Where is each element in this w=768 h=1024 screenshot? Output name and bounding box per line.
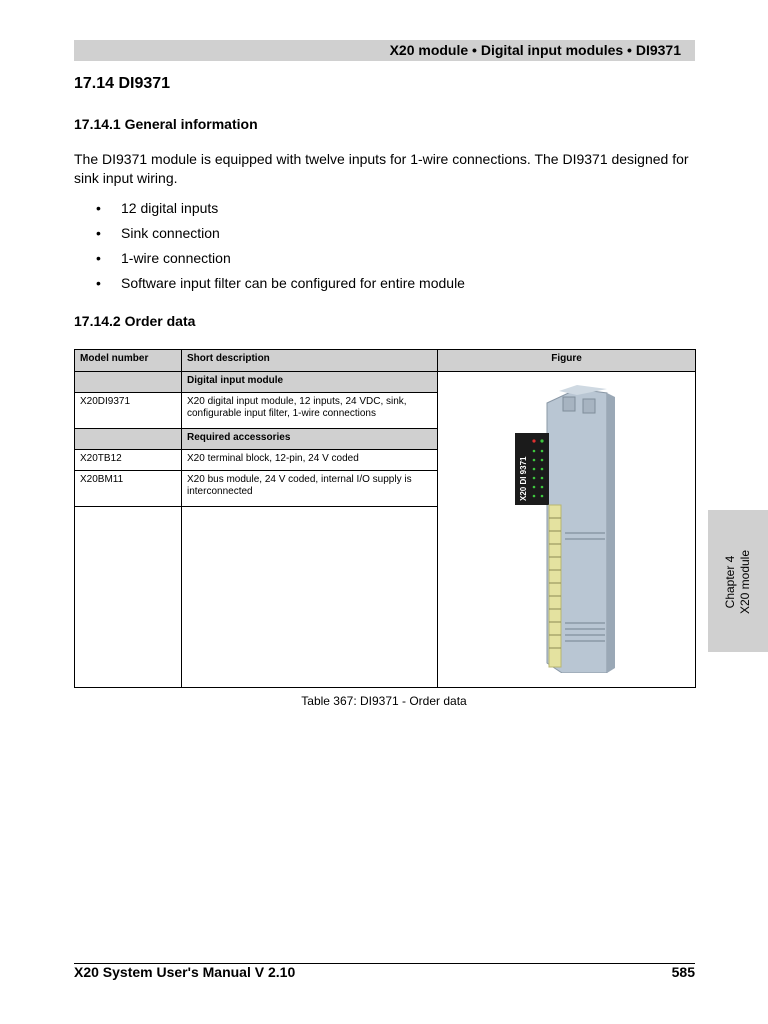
cell-model: X20DI9371: [75, 393, 182, 429]
order-data-table: [74, 349, 696, 688]
list-item: • 1-wire connection: [96, 250, 231, 266]
section-title: 17.14 DI9371: [74, 75, 171, 92]
chapter-name: X20 module: [738, 549, 752, 615]
order-data-heading: 17.14.2 Order data: [74, 313, 196, 329]
general-info-heading: 17.14.1 General information: [74, 116, 258, 132]
feature-list: [74, 199, 465, 299]
cell-description: X20 bus module, 24 V coded, internal I/O supply is interconnected: [182, 471, 438, 507]
led-icon: [532, 439, 535, 442]
page-number: 585: [671, 964, 695, 980]
column-header-model: Model number: [75, 350, 182, 372]
figure-cell: [438, 372, 696, 688]
chapter-tab: [708, 510, 768, 652]
bullet-icon: •: [96, 275, 101, 291]
general-info-paragraph: The DI9371 module is equipped with twelve inputs for 1-wire connections. The DI9371 designed for sink input wiring.: [74, 151, 689, 186]
chapter-number: Chapter 4: [723, 555, 737, 609]
running-header-title: X20 module • Digital input modules • DI9371: [389, 42, 681, 58]
led-icon: [540, 439, 543, 442]
module-image: [507, 383, 627, 673]
module-label: X20 DI 9371: [518, 456, 528, 501]
column-header-figure: Figure: [438, 350, 696, 372]
table-group-row: [75, 372, 696, 393]
bullet-icon: •: [96, 200, 101, 216]
table-caption: Table 367: DI9371 - Order data: [301, 694, 467, 708]
cell-description: X20 terminal block, 12-pin, 24 V coded: [182, 450, 438, 471]
column-header-description: Short description: [182, 350, 438, 372]
list-item: • 12 digital inputs: [96, 200, 219, 216]
group-label: Digital input module: [182, 372, 438, 393]
cell-model: X20BM11: [75, 471, 182, 507]
list-item: • Sink connection: [96, 225, 220, 241]
footer-manual-title: X20 System User's Manual V 2.10: [74, 964, 296, 980]
group-label: Required accessories: [182, 429, 438, 450]
bullet-icon: •: [96, 250, 101, 266]
running-header: [74, 40, 695, 61]
list-item: • Software input filter can be configured for entire module: [96, 275, 465, 291]
bullet-icon: •: [96, 225, 101, 241]
cell-description: X20 digital input module, 12 inputs, 24 VDC, sink, configurable input filter, 1-wire connections: [182, 393, 438, 429]
table-header-row: [75, 350, 696, 372]
cell-model: X20TB12: [75, 450, 182, 471]
